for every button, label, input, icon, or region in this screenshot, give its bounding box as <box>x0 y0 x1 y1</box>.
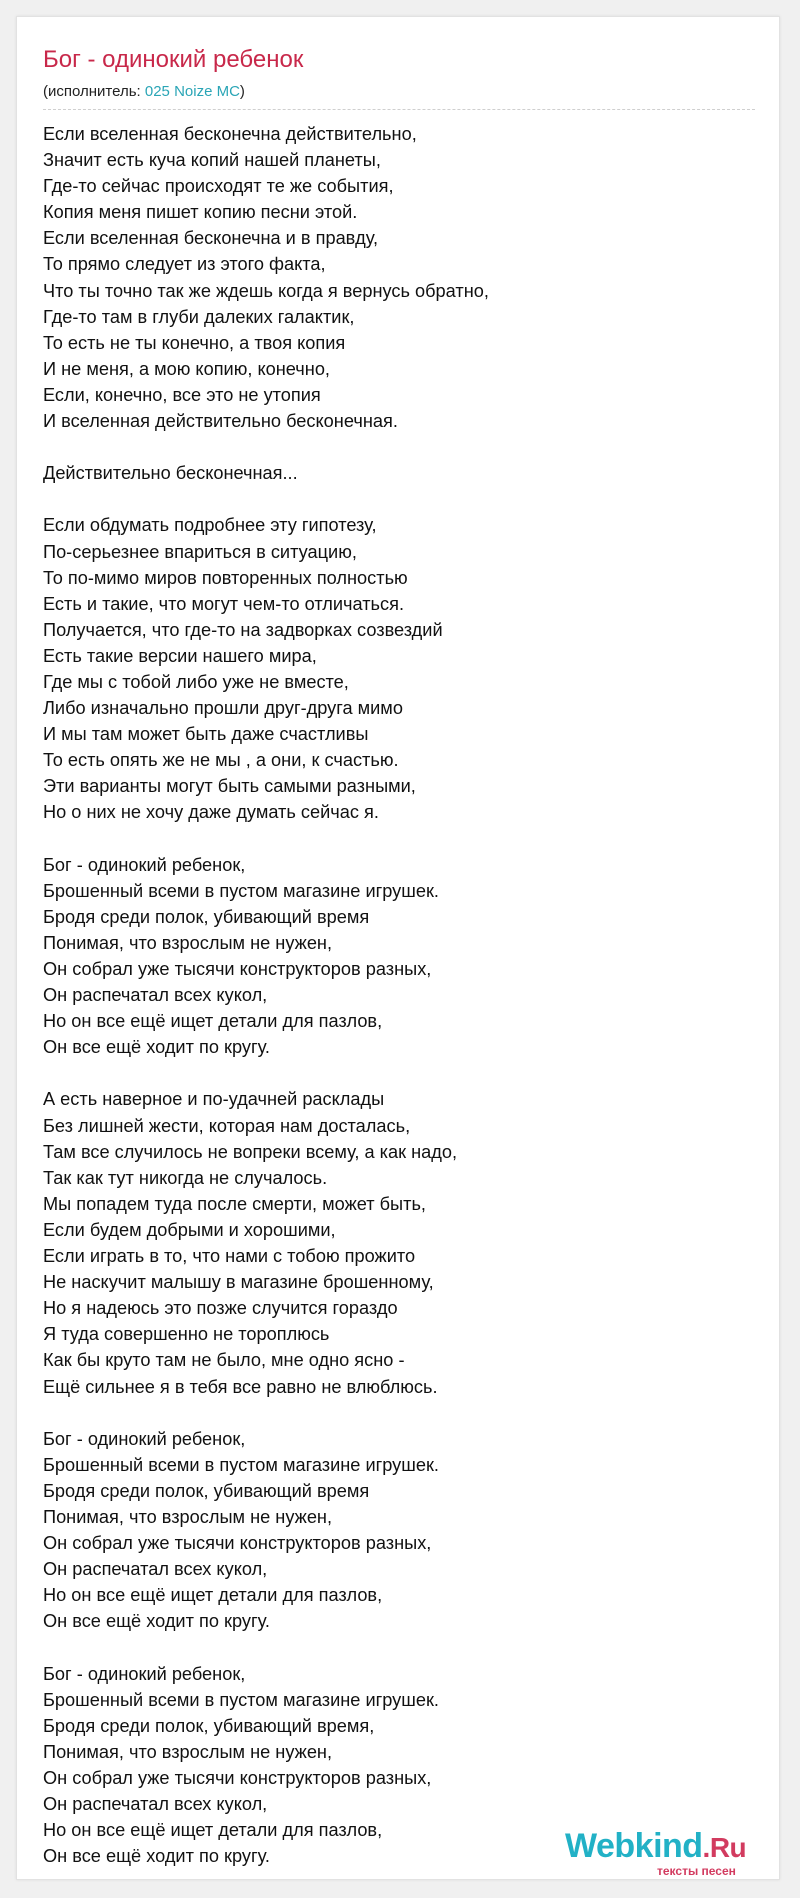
logo-tagline: тексты песен <box>657 1864 736 1878</box>
performer-line <box>43 83 245 101</box>
performer-prefix: (исполнитель: <box>43 83 145 100</box>
song-title: Бог - одинокий ребенок <box>43 46 304 73</box>
lyrics-text: Если вселенная бесконечна действительно, Значит есть куча копий нашей планеты, Где-то сейчас происходят те же события, Копия меня пишет копию песни этой. Если вселенная бесконечна и в правду, То прямо следует из этого факта, Что ты точно так же ждешь когда я вернусь обратно, Где-то там в глуби далеких галактик, То есть не ты конечно, а твоя копия И не меня, а мою копию, конечно, Если, конечно, все это не утопия И вселенная действительно бесконечная. Действительно бесконечная... Если обдумать подробнее эту гипотезу, По-серьезнее впариться в ситуацию, То по-мимо миров повторенных полностью Есть и такие, что могут чем-то отличаться. Получается, что где-то на задворках созвездий Есть такие версии нашего мира, Где мы с тобой либо уже не вместе, Либо изначально прошли друг-друга мимо И мы там может быть даже счастливы То есть опять же не мы , а они, к счастью. Эти варианты могут быть самыми разными, Но о них не хочу даже думать сейчас я. Бог - одинокий ребенок, Брошенный всеми в пустом магазине игрушек. Бродя среди полок, убивающий время Понимая, что взрослым не нужен, Он собрал уже тысячи конструкторов разных, Он распечатал всех кукол, Но он все ещё ищет детали для пазлов, Он все ещё ходит по кругу. А есть наверное и по-удачней расклады Без лишней жести, которая нам досталась, Там все случилось не вопреки всему, а как надо, Так как тут никогда не случалось. Мы попадем туда после смерти, может быть, Если будем добрыми и хорошими, Если играть в то, что нами с тобою прожито Не наскучит малышу в магазине брошенному, Но я надеюсь это позже случится гораздо Я туда совершенно не тороплюсь Как бы круто там не было, мне одно ясно - Ещё сильнее я в тебя все равно не влюблюсь. Бог - одинокий ребенок, Брошенный всеми в пустом магазине игрушек. Бродя среди полок, убивающий время Понимая, что взрослым не нужен, Он собрал уже тысячи конструкторов разных, Он распечатал всех кукол, Но он все ещё ищет детали для пазлов, Он все ещё ходит по кругу. Бог - одинокий ребенок, Брошенный всеми в пустом магазине игрушек. Бродя среди полок, убивающий время, Понимая, что взрослым не нужен, Он собрал уже тысячи конструкторов разных, Он распечатал всех кукол, Но он все ещё ищет детали для пазлов, Он все ещё ходит по кругу. <box>43 124 489 1867</box>
performer-suffix: ) <box>239 83 245 100</box>
title-divider <box>43 109 755 110</box>
site-logo[interactable] <box>565 1827 781 1898</box>
lyrics-card <box>16 16 780 1880</box>
logo-tld: .Ru <box>702 1832 747 1863</box>
logo-wordmark <box>565 1826 746 1868</box>
performer-link[interactable]: 025 Noize MC <box>144 83 240 100</box>
logo-main-text: Webkind <box>565 1827 703 1865</box>
